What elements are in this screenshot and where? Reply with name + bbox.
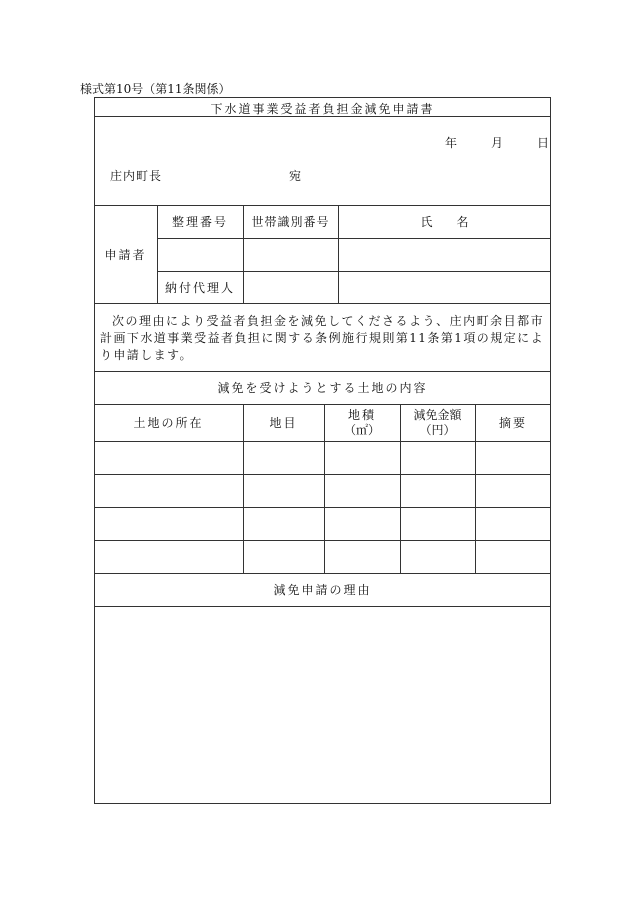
addressee-mayor: 庄内町長: [110, 169, 163, 183]
col-remarks: 摘要: [498, 416, 527, 430]
household-id-field[interactable]: [244, 239, 337, 270]
land-section-heading: 減免を受けようとする土地の内容: [217, 381, 428, 395]
land-row-1-remarks[interactable]: [476, 442, 550, 473]
land-row-4-area[interactable]: [325, 541, 399, 572]
land-row-3-category[interactable]: [244, 508, 323, 539]
rule-title-bottom: [94, 116, 551, 117]
land-row-3-area[interactable]: [325, 508, 399, 539]
land-row-4-remarks[interactable]: [476, 541, 550, 572]
col-land-category: 地目: [269, 416, 298, 430]
land-row-3-location[interactable]: [95, 508, 242, 539]
proxy-payer-label: 納付代理人: [164, 280, 235, 295]
land-row-3-amount[interactable]: [401, 508, 474, 539]
col-exemption-amount-label: 減免金額: [413, 407, 462, 422]
addressee-suffix: 宛: [289, 169, 302, 183]
land-row-4-category[interactable]: [244, 541, 323, 572]
land-row-1-category[interactable]: [244, 442, 323, 473]
reason-text-area[interactable]: [95, 607, 550, 803]
col-land-area-label: 地積: [347, 407, 376, 422]
col-land-location: 土地の所在: [133, 416, 204, 430]
col-exemption-amount-unit: （円）: [419, 422, 456, 437]
land-row-2-amount[interactable]: [401, 475, 474, 506]
proxy-payer-id-field[interactable]: [244, 272, 337, 302]
full-name-field[interactable]: [339, 239, 550, 270]
request-statement: 次の理由により受益者負担金を減免してくださるよう、庄内町余目都市計画下水道事業受益者負担に関する条例施行規則第11条第1項の規定により申請します。: [100, 314, 544, 362]
reason-heading: 減免申請の理由: [273, 583, 372, 597]
land-row-2-remarks[interactable]: [476, 475, 550, 506]
header-full-name: 氏 名: [420, 215, 469, 229]
rule-applicant-bottom: [94, 303, 551, 304]
land-row-2-area[interactable]: [325, 475, 399, 506]
land-row-1-location[interactable]: [95, 442, 242, 473]
date-month: 月: [491, 136, 504, 150]
col-land-area-unit: （㎡）: [343, 422, 380, 437]
header-reference-number: 整理番号: [171, 215, 228, 229]
date-year: 年: [445, 136, 458, 150]
reference-number-field[interactable]: [158, 239, 242, 270]
date-day: 日: [537, 136, 550, 150]
land-row-1-area[interactable]: [325, 442, 399, 473]
land-row-2-category[interactable]: [244, 475, 323, 506]
proxy-payer-name-field[interactable]: [339, 272, 550, 302]
land-row-2-location[interactable]: [95, 475, 242, 506]
col-exemption-amount: [400, 404, 475, 441]
col-land-area: [324, 404, 400, 441]
land-row-4-amount[interactable]: [401, 541, 474, 572]
land-row-3-remarks[interactable]: [476, 508, 550, 539]
header-household-id: 世帯識別番号: [251, 215, 330, 229]
land-row-1-amount[interactable]: [401, 442, 474, 473]
land-row-4-location[interactable]: [95, 541, 242, 572]
form-title: 下水道事業受益者負担金減免申請書: [210, 101, 435, 116]
form-number-label: 様式第10号（第11条関係）: [80, 82, 231, 96]
applicant-label: 申請者: [104, 247, 147, 262]
